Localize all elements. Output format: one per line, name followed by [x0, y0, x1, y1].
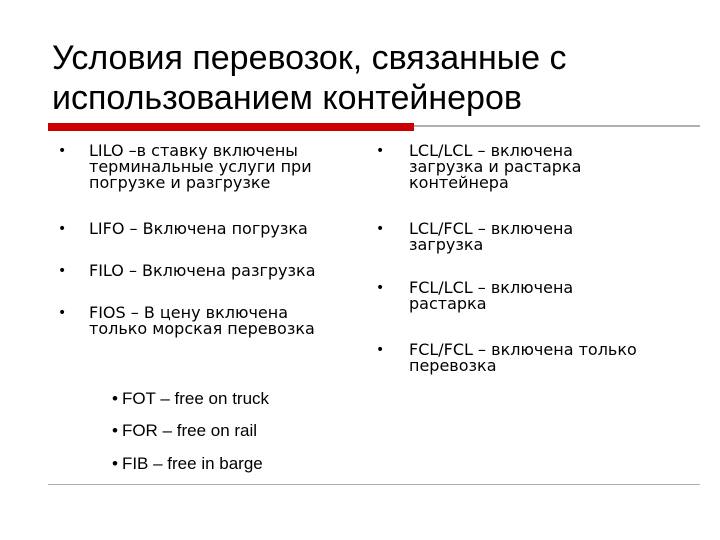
bullet: • [112, 389, 118, 408]
bullet: • [376, 280, 385, 296]
list-item-text: LILO –в ставку включены терминальные услуги при погрузке и разгрузке [89, 141, 312, 192]
sub-item-text: FOR – free on rail [121, 421, 258, 440]
sub-item-text: FOT – free on truck [121, 389, 270, 408]
list-item-text: LIFO – Включена погрузка [89, 219, 308, 238]
footer-divider [48, 484, 700, 485]
bullet: • [112, 454, 118, 473]
slide-title: Условия перевозок, связанные с использованием контейнеров [52, 39, 567, 117]
sub-item-fot [112, 389, 269, 409]
bullet: • [58, 263, 67, 279]
bullet: • [58, 305, 67, 321]
sub-item-for [112, 421, 257, 441]
sub-item-fib [112, 454, 263, 474]
bullet: • [376, 342, 385, 358]
title-underline-red [48, 123, 414, 131]
bullet: • [376, 221, 385, 237]
bullet: • [376, 143, 385, 159]
list-item-text: LCL/FCL – включена загрузка [409, 219, 574, 254]
bullet: • [112, 421, 118, 440]
bullet: • [58, 221, 67, 237]
title-underline-gray [414, 125, 700, 127]
sub-item-text: FIB – free in barge [121, 454, 263, 473]
list-item-text: FCL/FCL – включена только перевозка [409, 340, 637, 375]
list-item-text: FIOS – В цену включена только морская перевозка [89, 303, 315, 338]
list-item-text: FILO – Включена разгрузка [89, 261, 316, 280]
list-item-text: FCL/LCL – включена растарка [409, 278, 574, 313]
list-item-text: LCL/LCL – включена загрузка и растарка контейнера [409, 141, 582, 192]
bullet: • [58, 143, 67, 159]
